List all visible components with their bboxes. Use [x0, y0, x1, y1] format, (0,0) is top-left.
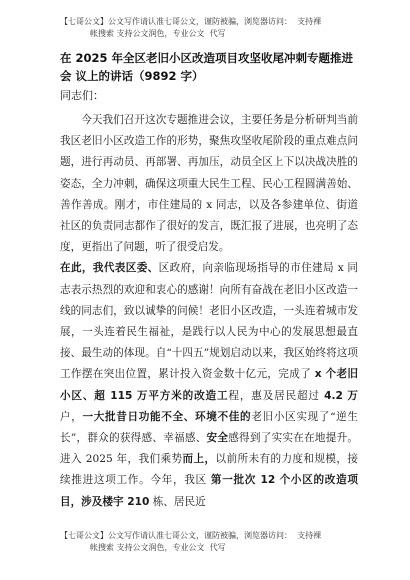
salutation: 同志们：	[60, 89, 104, 102]
p2-text-b: 程，惠及居民超过	[228, 389, 325, 402]
footer-line-1: 【七哥公文】公文写作请认准七哥公文，谨防被骗，浏览器访问： 支持裸	[60, 531, 322, 540]
page-footer-watermark	[60, 530, 380, 554]
speech-body	[60, 110, 358, 513]
p2-text-f: 以前所未有的力度和规模，接续推进这项工作。今年，我区	[60, 453, 359, 487]
header-line-2: 帐搜索 支持公文润色，专业公文 代写	[90, 29, 226, 38]
p2-text-d: 老旧小区实现了“逆生长”，群众的获得感、幸福感、	[60, 410, 359, 445]
p2-bold-e: 安全	[206, 432, 229, 445]
p2-bold-d: 一大批昔日功能不全、环境不佳的	[82, 410, 252, 423]
p2-text-c: 户，	[60, 410, 83, 423]
document-title: 在 2025 年全区老旧小区改造项目攻坚收尾冲刺专题推进会 议上的讲话（9892 字）	[60, 51, 354, 83]
header-line-1: 【七哥公文】公文写作请认准七哥公文，谨防被骗，浏览器访问： 支持裸	[60, 17, 322, 26]
p2-bold-lead: 在此，我代表区委、	[60, 262, 159, 275]
p2-text-g: 栋、居民近	[149, 495, 206, 508]
p2-text-e: 感得到了实实在在地提升。进入 2025 年，我们乘势	[60, 432, 359, 466]
paragraph-2	[60, 258, 358, 512]
footer-line-2: 帐搜索 支持公文润色，专业公文 代写	[90, 543, 226, 552]
paragraph-1: 今天我们召开这次专题推进会议，主要任务是分析研判当前我区老旧小区改造工作的形势，聚焦攻坚收尾阶段的重点难点问题，进行再动员、再部署、再加压，动员全区上下以决战决胜的姿态，全力冲刺，确保这项重大民生工程、民心工程圆满善始、善作善成。刚才，市住建局的 x 同志，以及各参建单位、街道社区的负责同志都作了很好的发言，既汇报了进展，也亮明了态度，更指出了问题，听了很受启发。	[60, 114, 358, 254]
p2-bold-g: 第一批次 12 个小区的改造项目，涉及楼宇 210	[60, 474, 358, 508]
page-header-watermark	[60, 16, 380, 40]
p2-bold-b: x 个老旧小区、超 115 万平方米的改造工	[60, 368, 358, 402]
p2-text-a: 区政府，向亲临现场指导的市住建局 x 同志表示热烈的欢迎和衷心的感谢！向所有奋战在老旧小区改造一线的同志们，致以诚挚的问候！老旧小区改造，一头连着城市发展，一头连着民生福祉，是践行以人民为中心的发展思想最直接、最生动的体现。自“十四五”规划启动以来，我区始终将这项工作摆在突出位置，累计投入资金数十亿元，完成了	[60, 262, 358, 381]
p2-bold-c: 4.2 万	[324, 389, 358, 402]
p2-bold-f: 而上，	[182, 453, 216, 466]
